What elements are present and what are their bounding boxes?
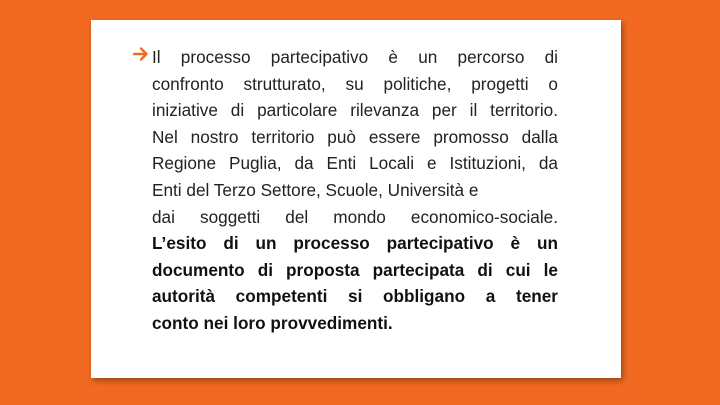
bold-text-line: autorità competenti si obbligano a tener [152, 286, 558, 307]
text-line: Regione Puglia, da Enti Locali e Istituzioni, da [152, 153, 558, 174]
paragraph-text [152, 44, 558, 337]
text-line: Il processo partecipativo è un percorso di [152, 47, 558, 67]
text-line: iniziative di particolare rilevanza per il territorio. [152, 100, 558, 121]
arrow-right-icon [133, 46, 149, 62]
text-line: Enti del Terzo Settore, Scuole, Università e [152, 179, 479, 200]
text-line: Nel nostro territorio può essere promosso dalla [152, 126, 558, 147]
bold-text-line: L’esito di un processo partecipativo è un [152, 233, 558, 254]
text-line: confronto strutturato, su politiche, progetti o [152, 73, 558, 94]
text-line: dai soggetti del mondo economico-sociale. [152, 206, 558, 227]
bold-text-line: conto nei loro provvedimenti. [152, 312, 393, 333]
bold-text-line: documento di proposta partecipata di cui le [152, 259, 558, 280]
